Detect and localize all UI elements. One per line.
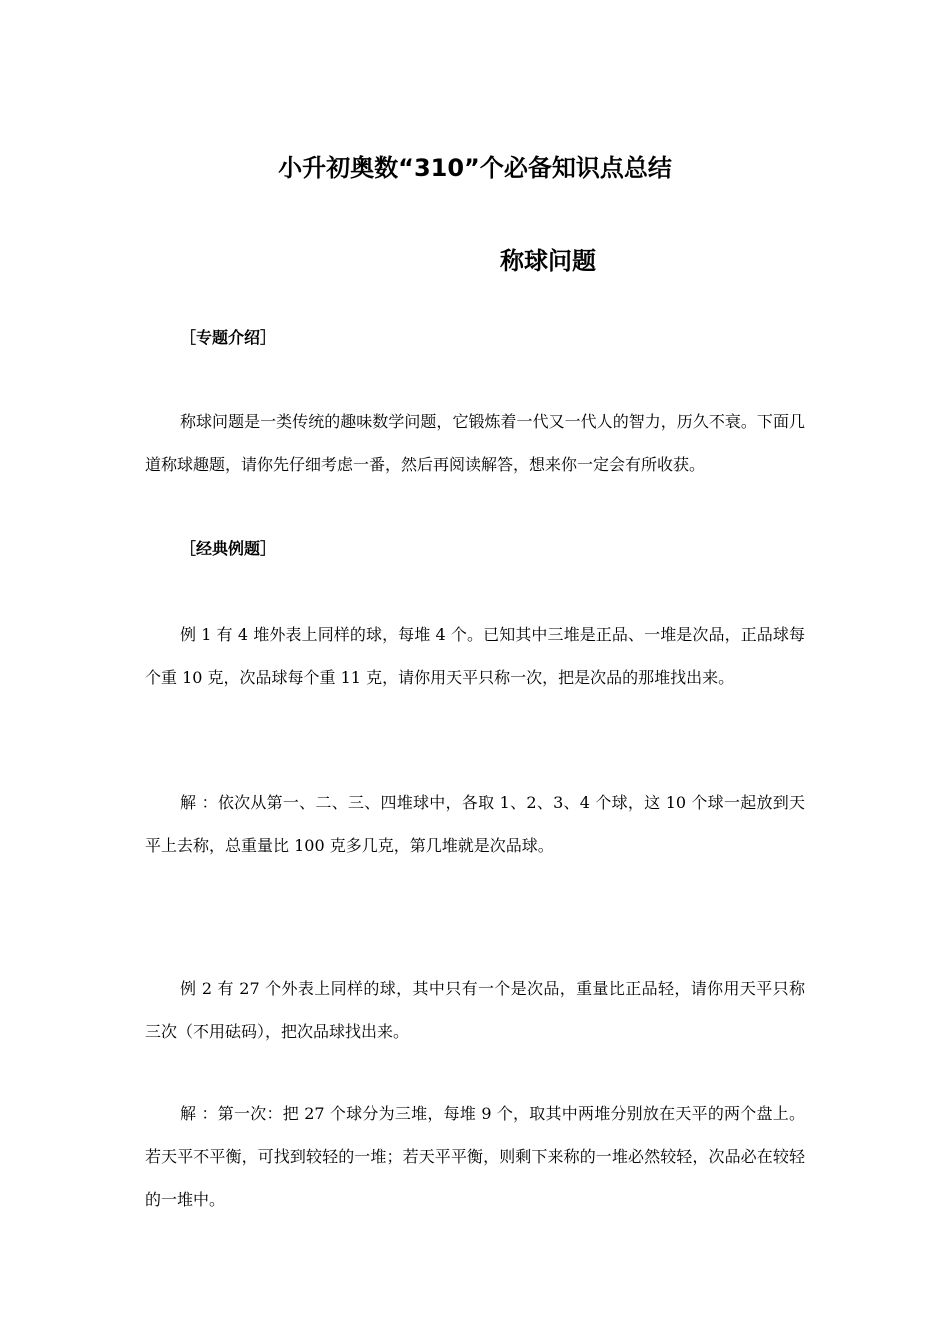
example-2-question: 例 2 有 27 个外表上同样的球，其中只有一个是次品，重量比正品轻，请你用天平只称三次（不用砝码），把次品球找出来。 [145,979,805,1041]
page-title: 小升初奥数“310”个必备知识点总结 [278,154,672,182]
example-2-solution: 解 ：第一次：把 27 个球分为三堆，每堆 9 个，取其中两堆分别放在天平的两个盘上。若天平不平衡，可找到较轻的一堆；若天平平衡，则剩下来称的一堆必然较轻，次品必在较轻的一堆中。 [145,1104,805,1209]
page-subtitle: 称球问题 [500,247,596,275]
example-1-question: 例 1 有 4 堆外表上同样的球，每堆 4 个。已知其中三堆是正品、一堆是次品，正品球每个重 10 克，次品球每个重 11 克，请你用天平只称一次，把是次品的那堆找出来。 [145,625,805,687]
intro-paragraph: 称球问题是一类传统的趣味数学问题，它锻炼着一代又一代人的智力，历久不衰。下面几道称球趣题，请你先仔细考虑一番，然后再阅读解答，想来你一定会有所收获。 [145,412,805,474]
section-heading-intro: ［专题介绍］ [180,328,277,347]
section-heading-examples: ［经典例题］ [180,539,277,558]
example-1-solution: 解 ：依次从第一、二、三、四堆球中，各取 1、2、3、4 个球，这 10 个球一起放到天平上去称，总重量比 100 克多几克，第几堆就是次品球。 [145,793,805,855]
